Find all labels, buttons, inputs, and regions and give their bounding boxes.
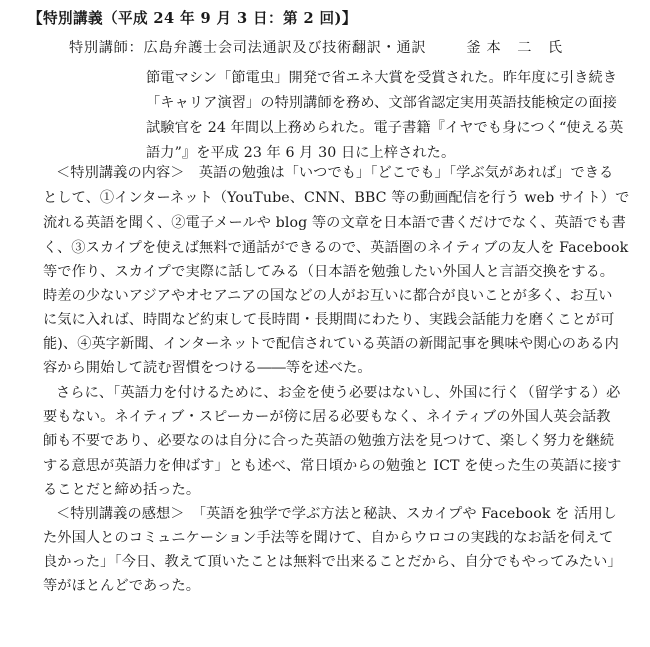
content-paragraph-line: 容から開始して読む習慣をつける――等を述べた。 bbox=[43, 360, 372, 376]
conclusion-line: する意思が英語力を伸ばす」とも述べ、常日頃からの勉強と ICT を使った生の英語に接す bbox=[43, 458, 622, 474]
speaker-bio-line: 語力”』を平成 23 年 6 月 30 日に上梓された。 bbox=[146, 145, 456, 161]
content-paragraph-line: ＜特別講義の内容＞ 英語の勉強は「いつでも」「どこでも」「学ぶ気があれば」できる bbox=[56, 165, 614, 181]
speaker-role: 特別講師：広島弁護士会司法通訳及び技術翻訳・通訳 bbox=[69, 40, 427, 56]
content-paragraph-line: に気に入れば、時間など約束して長時間・長期間にわたり、実践会話能力を磨くことが可 bbox=[43, 312, 615, 328]
speaker-bio-line: 節電マシン「節電虫」開発で省エネ大賞を受賞された。昨年度に引き続き bbox=[146, 70, 618, 86]
speaker-bio-line: 「キャリア演習」の特別講師を務め、文部省認定実用英語技能検定の面接 bbox=[146, 95, 617, 111]
conclusion-line: ることだと締め括った。 bbox=[43, 482, 201, 498]
impression-line: 良かった」「今日、教えて頂いたことは無料で出来ることだから、自分でもやってみたい」 bbox=[43, 554, 622, 570]
content-paragraph-line: 等で作り、スカイプで実際に話してみる（日本語を勉強したい外国人と言語交換をする。 bbox=[43, 264, 615, 280]
content-paragraph-line: 流れる英語を聞く、②電子メールや blog 等の文章を日本語で書くだけでなく、英語でも書 bbox=[43, 215, 626, 231]
conclusion-line: 要もない。ネイティブ・スピーカーが傍に居る必要もなく、ネイティブの外国人英会話教 bbox=[43, 409, 611, 425]
content-paragraph-line: として、①インターネット（YouTube、CNN、BBC 等の動画配信を行う web サイト）で bbox=[43, 190, 630, 206]
impression-line: た外国人とのコミュニケーション手法等を聞けて、自からウロコの実践的なお話を伺えて bbox=[43, 530, 614, 546]
lecture-heading: 【特別講義（平成 24 年 9 月 3 日：第 2 回)】 bbox=[28, 10, 357, 27]
impression-line: ＜特別講義の感想＞ 「英語を独学で学ぶ方法と秘訣、スカイプや Facebook を 活用し bbox=[56, 506, 617, 522]
content-paragraph-line: 時差の少ないアジアやオセアニアの国などの人がお互いに都合が良いことが多く、お互い bbox=[43, 288, 613, 304]
speaker-bio-line: 試験官を 24 年間以上務められた。電子書籍『イヤでも身につく“使える英 bbox=[146, 120, 624, 136]
speaker-line bbox=[69, 38, 568, 58]
content-paragraph-line: く、③スカイプを使えば無料で通話ができるので、英語圏のネイティブの友人を Facebook bbox=[43, 240, 629, 256]
content-paragraph-line: 能)、④英字新聞、インターネットで配信されている英語の新聞記事を興味や関心のある内 bbox=[43, 336, 619, 352]
conclusion-line: さらに、「英語力を付けるために、お金を使う必要はないし、外国に行く（留学する）必 bbox=[56, 385, 621, 401]
speaker-name: 釜本 二 氏 bbox=[466, 40, 569, 56]
conclusion-line: 師も不要であり、必要なのは自分に合った英語の勉強方法を見つけて、楽しく努力を継続 bbox=[43, 433, 615, 449]
impression-line: 等がほとんどであった。 bbox=[43, 578, 201, 594]
